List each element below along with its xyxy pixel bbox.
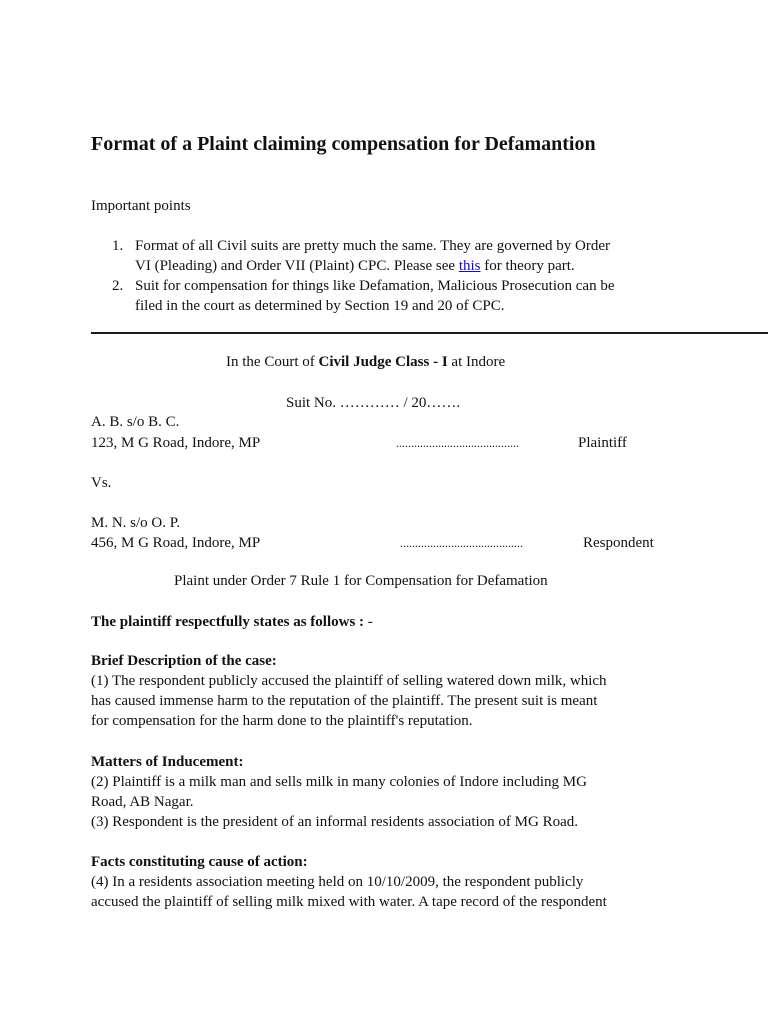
paragraph-line: for compensation for the harm done to the plaintiff's reputation. xyxy=(91,713,473,729)
list-item-number: 2. 2. xyxy=(112,278,124,294)
court-name: Civil Judge Class - I xyxy=(318,354,448,370)
list-item-number: 1. 1. xyxy=(112,238,124,254)
horizontal-divider xyxy=(91,332,768,334)
respondent-dots: ......................................... xyxy=(400,536,523,550)
court-line xyxy=(226,352,505,372)
inducement-heading: Matters of Inducement: xyxy=(91,754,244,770)
statement-heading-bold: The plaintiff respectfully states as follows : xyxy=(91,614,365,630)
list-item-text-fragment: for theory part. xyxy=(480,258,575,274)
theory-link[interactable]: this xyxy=(458,258,481,274)
important-points-heading: Important points xyxy=(91,198,191,214)
plaintiff-role: Plaintiff xyxy=(578,435,627,451)
suit-number: Suit No. ………… / 20……. xyxy=(286,395,461,411)
paragraph-line: Road, AB Nagar. xyxy=(91,794,194,810)
list-item-text-line: Suit for compensation for things like Defamation, Malicious Prosecution can be xyxy=(135,278,615,294)
court-suffix: at Indore xyxy=(447,354,506,370)
respondent-name: M. N. s/o O. P. xyxy=(91,515,181,531)
brief-description-heading: Brief Description of the case: xyxy=(91,653,277,669)
versus-label: Vs. xyxy=(91,475,112,491)
respondent-address: 456, M G Road, Indore, MP xyxy=(91,535,261,551)
paragraph-line: (1) The respondent publicly accused the plaintiff of selling watered down milk, which xyxy=(91,673,607,689)
paragraph-line: accused the plaintiff of selling milk mixed with water. A tape record of the respondent xyxy=(91,894,607,910)
list-item-text-line: filed in the court as determined by Section 19 and 20 of CPC. xyxy=(135,298,505,314)
court-prefix: In the Court of xyxy=(226,354,319,370)
list-item-text-line: Format of all Civil suits are pretty much the same. They are governed by Order xyxy=(135,238,611,254)
statement-heading xyxy=(91,612,373,632)
paragraph-line: (4) In a residents association meeting held on 10/10/2009, the respondent publicly xyxy=(91,874,584,890)
list-item-text-line xyxy=(135,256,735,276)
list-item-text-fragment: VI (Pleading) and Order VII (Plaint) CPC. Please see xyxy=(135,258,459,274)
statement-heading-rest: - xyxy=(364,614,373,630)
plaintiff-dots: ......................................... xyxy=(396,436,519,450)
paragraph-line: (2) Plaintiff is a milk man and sells milk in many colonies of Indore including MG xyxy=(91,774,587,790)
respondent-role: Respondent xyxy=(583,535,654,551)
plaintiff-address: 123, M G Road, Indore, MP xyxy=(91,435,261,451)
list-item xyxy=(112,236,735,276)
document-title: Format of a Plaint claiming compensation for Defamantion xyxy=(91,133,596,155)
list-item xyxy=(112,276,735,316)
paragraph-line: has caused immense harm to the reputation of the plaintiff. The present suit is meant xyxy=(91,693,598,709)
plaintiff-name: A. B. s/o B. C. xyxy=(91,414,180,430)
plaint-title: Plaint under Order 7 Rule 1 for Compensation for Defamation xyxy=(174,573,548,589)
paragraph-line: (3) Respondent is the president of an informal residents association of MG Road. xyxy=(91,814,578,830)
important-points-list xyxy=(91,236,735,316)
cause-of-action-heading: Facts constituting cause of action: xyxy=(91,854,308,870)
